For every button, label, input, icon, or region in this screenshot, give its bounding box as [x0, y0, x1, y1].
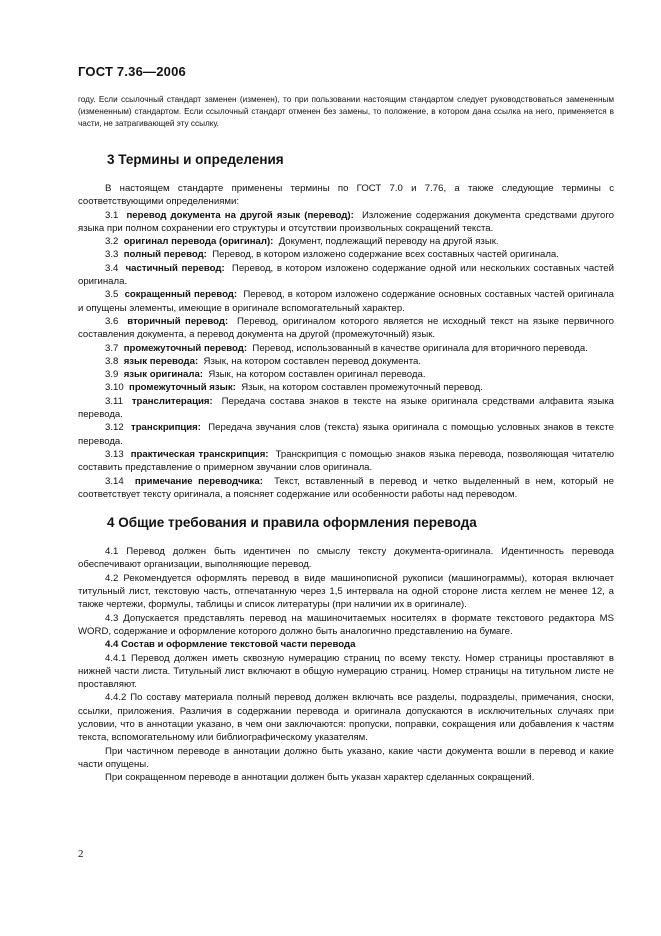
term-entry [78, 421, 614, 448]
term-definition: Перевод, использованный в качестве оригинала для вторичного перевода. [252, 342, 588, 354]
term-definition: Транскрипция с помощью знаков языка перевода, позволяющая читателю составить представление о примерном звучании слов оригинала. [78, 448, 615, 474]
term-number: 3.10 [105, 382, 124, 394]
term-name: язык оригинала: [123, 369, 203, 381]
paragraph-4-2: 4.2 Рекомендуется оформлять перевод в виде машинописной рукописи (машинограммы), которая включает титульный лист, текстовую часть, отпечатанную через 1,5 интервала на одной стороне листа кеглем не менее 12, а также чертежи, формулы, таблицы и список литературы (при наличии их в оригинале). [78, 572, 614, 611]
term-definition: Передача состава знаков в тексте на языке оригинала средствами алфавита языка перевода. [78, 395, 614, 421]
term-entry [78, 381, 614, 394]
term-entry [78, 248, 614, 261]
term-definition: Текст, вставленный в перевод и четко выделенный в нем, который не соответствует тексту оригинала, а поясняет содержание или особенности работы над переводом. [78, 475, 614, 500]
term-entry [78, 315, 614, 342]
term-entry [78, 395, 614, 422]
term-name: частичный перевод: [125, 262, 225, 274]
term-definition: Язык, на котором составлен оригинал перевода. [208, 369, 426, 381]
term-definition: Изложение содержания документа средствами другого языка при полном сохранении его структуры и отсутствии произвольных сокращений текста. [78, 209, 614, 234]
section-3-intro: В настоящем стандарте применены термины по ГОСТ 7.0 и 7.76, а также следующие термины с соответствующими определениями: [78, 183, 614, 208]
paragraph-partial-translation: При частичном переводе в аннотации должно быть указано, какие части документа вошли в перевод и какие части опущены. [78, 745, 614, 770]
paragraph-4-4-2: 4.4.2 По составу материала полный перевод должен включать все разделы, подразделы, примечания, сноски, ссылки, приложения. Различия в содержании перевода и оригинала допускаются в исключительных случаях при условии, что в аннотации указано, в чем они заключаются: пропуски, поправки, сокращения или добавления к частям текста, вспомогательному или библиографическому указателям. [78, 692, 614, 744]
term-entry [78, 288, 614, 315]
paragraph-4-3: 4.3 Допускается представлять перевод на машиночитаемых носителях в формате текстового редактора MS WORD, содержание и оформление которого должно быть аналогично представлению на бумаге. [78, 612, 614, 637]
term-number: 3.4 [105, 262, 119, 274]
term-definition: Перевод, в котором изложено содержание основных составных частей оригинала и опущены элементы, имеющие в оригинале вспомогательный характер. [78, 289, 615, 314]
term-name: вторичный перевод: [127, 315, 229, 327]
term-definition: Перевод, в котором изложено содержание всех составных частей оригинала. [212, 249, 559, 261]
term-definition: Перевод, оригиналом которого является не исходный текст на языке первичного составления документа, а перевод документа на другой (промежуточный) язык. [78, 315, 614, 341]
term-name: полный перевод: [123, 249, 207, 261]
term-name: транслитерация: [131, 395, 213, 407]
term-number: 3.5 [105, 289, 119, 301]
term-name: промежуточный перевод: [123, 342, 248, 354]
section-4 [78, 514, 614, 784]
term-name: примечание переводчика: [134, 475, 263, 487]
term-number: 3.9 [105, 369, 119, 381]
paragraph-reduced-translation: При сокращенном переводе в аннотации должен быть указан характер сделанных сокращений. [105, 772, 535, 784]
term-entry [78, 262, 614, 289]
paragraph-4-1: 4.1 Перевод должен быть идентичен по смыслу тексту документа-оригинала. Идентичность перевода обеспечивают организации, выполняющие перевод. [78, 546, 614, 571]
term-entry [78, 368, 614, 381]
term-number: 3.6 [105, 315, 119, 327]
term-entry [78, 235, 614, 248]
term-number: 3.11 [105, 395, 123, 407]
section-4-title: 4 Общие требования и правила оформления перевода [107, 515, 477, 531]
term-number: 3.2 [105, 236, 119, 248]
paragraph-4-4-1: 4.4.1 Перевод должен иметь сквозную нумерацию страниц по всему тексту. Номер страницы проставляют в нижней части листа. Титульный лист включают в общую нумерацию страниц. Номер страницы на титульном листе не проставляют. [78, 652, 614, 691]
terms-list [78, 209, 614, 502]
term-number: 3.8 [105, 355, 119, 367]
term-number: 3.12 [105, 422, 124, 434]
term-number: 3.1 [105, 209, 119, 221]
term-number: 3.14 [105, 475, 124, 487]
section-3-title: 3 Термины и определения [107, 152, 284, 167]
page-number: 2 [78, 848, 84, 860]
term-entry [78, 448, 614, 475]
term-name: промежуточный язык: [129, 382, 236, 394]
term-name: практическая транскрипция: [130, 448, 269, 460]
term-number: 3.13 [105, 448, 124, 460]
page-content [78, 94, 614, 784]
term-definition: Язык, на котором составлен промежуточный перевод. [241, 382, 483, 394]
intro-note-text: году. Если ссылочный стандарт заменен (изменен), то при пользовании настоящим стандартом следует руководствоваться замененным (измененным) стандартом. Если ссылочный стандарт отменен без замены, то положение, в котором дана ссылка на него, применяется в части, не затрагивающей эту ссылку. [78, 95, 614, 128]
term-name: сокращенный перевод: [124, 289, 238, 301]
term-name: транскрипция: [131, 422, 201, 434]
term-entry [78, 355, 614, 368]
term-name: язык перевода: [123, 355, 199, 367]
term-definition: Передача звучания слов (текста) языка оригинала с помощью условных знаков в тексте перевода. [78, 422, 614, 447]
section-3 [78, 151, 614, 501]
term-name: перевод документа на другой язык (перевод): [126, 209, 354, 221]
term-entry [78, 342, 614, 355]
subsection-4-4-title: 4.4 Состав и оформление текстовой части перевода [105, 639, 356, 651]
term-definition: Документ, подлежащий переводу на другой язык. [278, 236, 499, 248]
document-header: ГОСТ 7.36—2006 [78, 64, 186, 79]
term-entry [78, 475, 614, 502]
term-number: 3.3 [105, 249, 119, 261]
term-definition: Перевод, в котором изложено содержание одной или нескольких составных частей оригинала. [78, 262, 614, 288]
term-number: 3.7 [105, 342, 119, 354]
intro-note [78, 94, 614, 130]
term-name: оригинал перевода (оригинал): [123, 236, 274, 248]
term-entry [78, 209, 614, 236]
term-definition: Язык, на котором составлен перевод документа. [203, 355, 422, 367]
